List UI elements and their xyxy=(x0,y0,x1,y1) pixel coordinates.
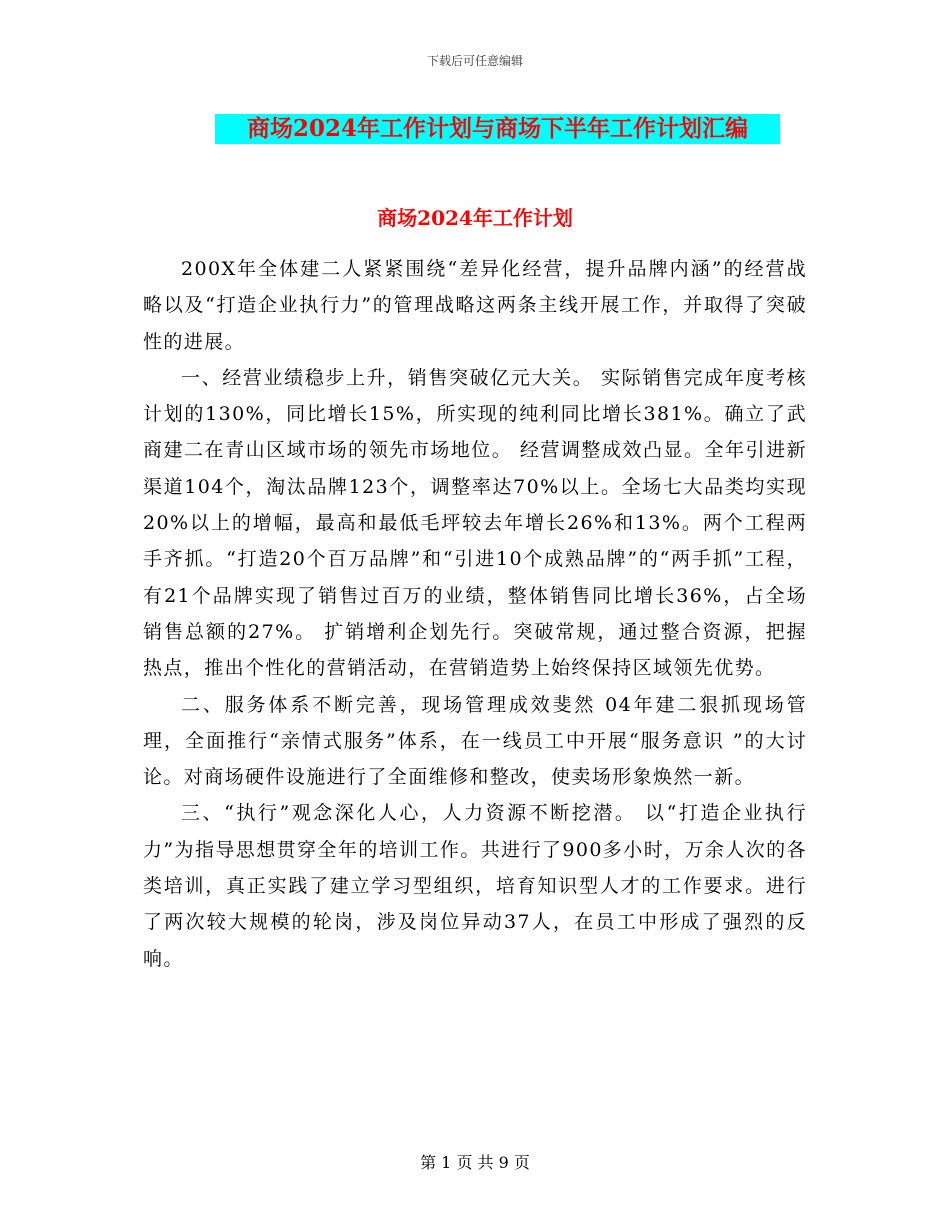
section-title: 商场2024年工作计划 xyxy=(377,206,573,230)
document-main-title: 商场2024年工作计划与商场下半年工作计划汇编 xyxy=(215,114,780,144)
header-note: 下载后可任意编辑 xyxy=(426,54,523,68)
paragraph-service-system: 二、服务体系不断完善，现场管理成效斐然 04年建二狠抓现场管理，全面推行“亲情式服务”体系，在一线员工中开展“服务意识 ”的大讨论。对商场硬件设施进行了全面维修和整改，使卖场形象焕然一新。 xyxy=(143,693,807,789)
paragraph-business-performance: 一、经营业绩稳步上升，销售突破亿元大关。 实际销售完成年度考核计划的130%，同比增长15%，所实现的纯利同比增长381%。确立了武商建二在青山区域市场的领先市场地位。 经营调整成效凸显。全年引进新渠道104个，淘汰品牌123个，调整率达70%以上。全场七大品类均实现20%以上的增幅，最高和最低毛坪较去年增长26%和13%。两个工程两手齐抓。“打造20个百万品牌”和“引进10个成熟品牌”的“两手抓”工程，有21个品牌实现了销售过百万的业绩，整体销售同比增长36%，占全场销售总额的27%。 扩销增利企划先行。突破常规，通过整合资源，把握热点，推出个性化的营销活动，在营销造势上始终保持区域领先优势。 xyxy=(143,366,807,680)
paragraph-execution-hr: 三、“执行”观念深化人心，人力资源不断挖潜。 以“打造企业执行力”为指导思想贯穿全年的培训工作。共进行了900多小时，万余人次的各类培训，真正实践了建立学习型组织，培育知识型人才的工作要求。进行了两次较大规模的轮岗，涉及岗位异动37人，在员工中形成了强烈的反响。 xyxy=(143,802,807,970)
intro-paragraph: 200X年全体建二人紧紧围绕“差异化经营，提升品牌内涵”的经营战略以及“打造企业执行力”的管理战略这两条主线开展工作，并取得了突破性的进展。 xyxy=(143,258,807,353)
document-body xyxy=(143,251,807,977)
page-number-footer: 第 1 页 共 9 页 xyxy=(420,1153,530,1172)
